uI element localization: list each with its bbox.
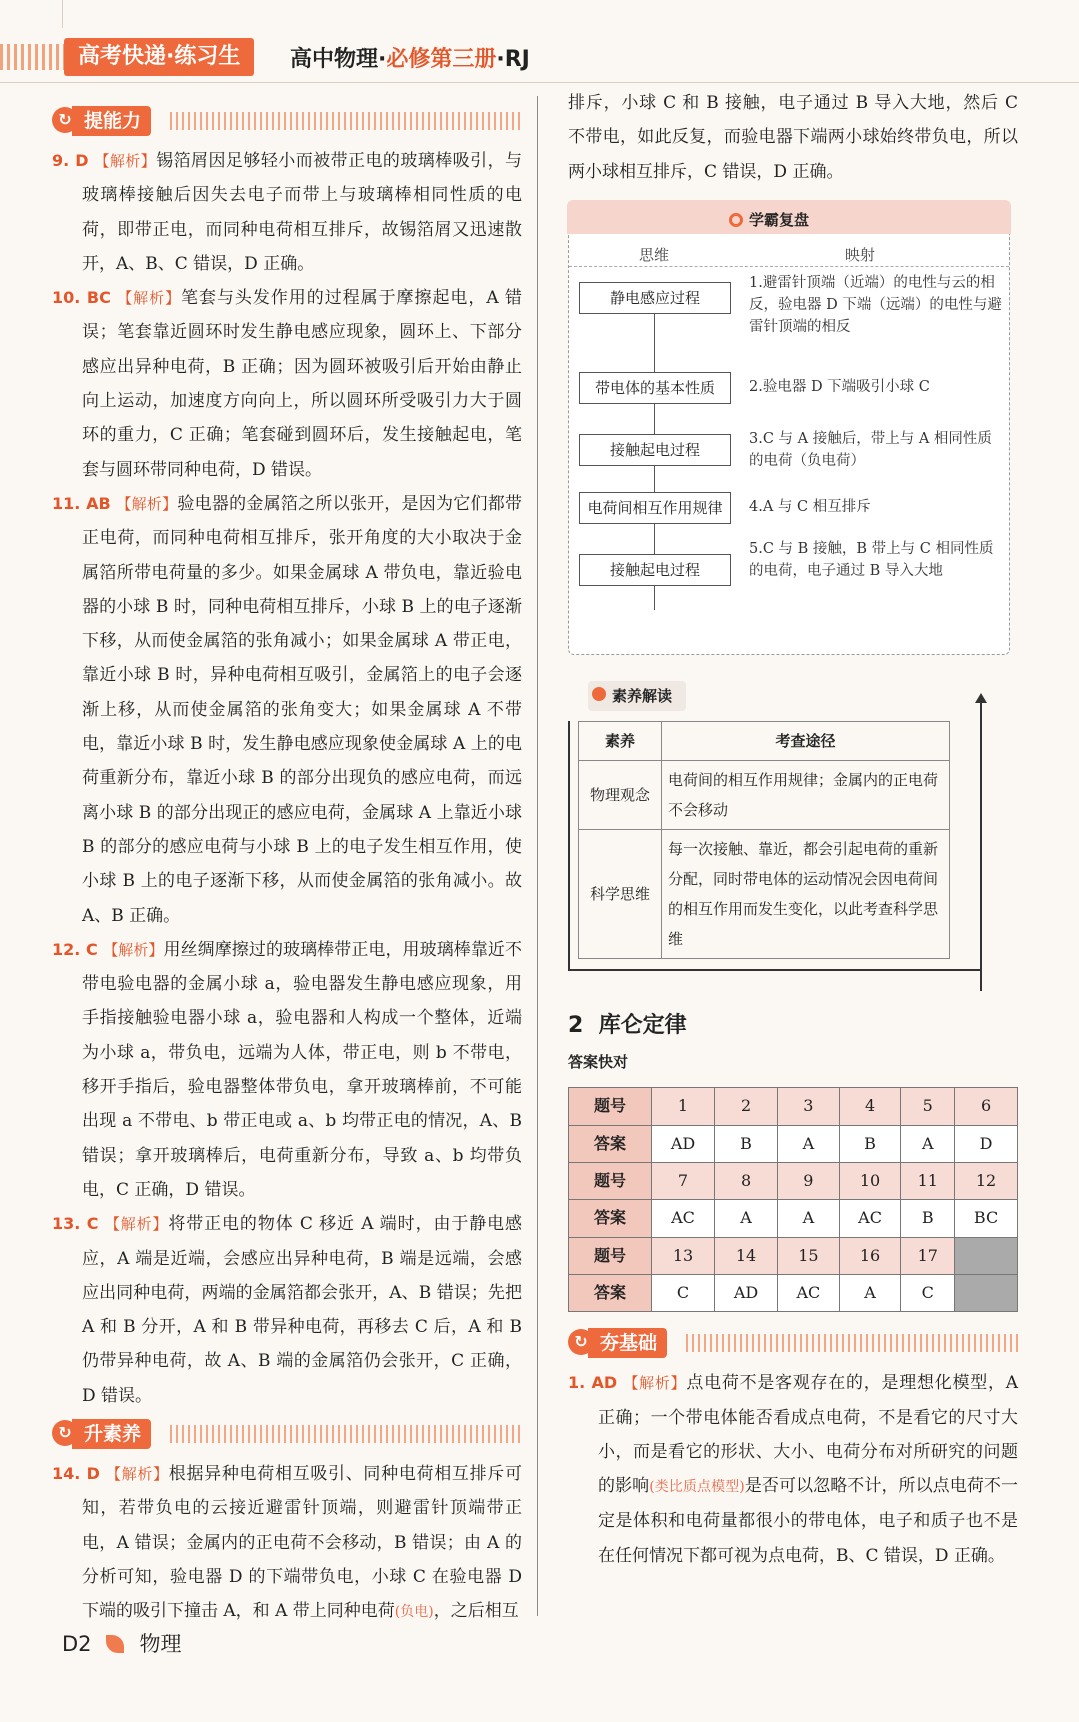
section-hangjichu (568, 1326, 1018, 1360)
q-number: 1. AD (568, 1373, 618, 1393)
answer-12 (52, 933, 522, 1207)
answer-table (568, 1087, 1018, 1312)
mind-map (568, 210, 1010, 655)
answer-1 (568, 1366, 1018, 1573)
q-text: 根据异种电荷相互吸引、同种电荷相互排斥可知，若带负电的云接近避雷针顶端，则避雷针顶端带正电，A 错误；金属内的正电荷不会移动，B 错误；由 A 的分析可知，验电器 D 的下端带负电，小球 C 在验电器 D 下端的吸引下撞击 A，和 A 带上同种电荷 (82, 1463, 522, 1622)
answer-key-label: 答案快对 (568, 1053, 629, 1072)
cell: 15 (778, 1237, 840, 1274)
q-number: 9. D (52, 151, 89, 170)
table-row (569, 1125, 1018, 1162)
map-text: 1.避雷针顶端（近端）的电性与云的相反，验电器 D 下端（远端）的电性与避雷针顶端的相反 (749, 274, 1002, 335)
q-number: 11. AB (52, 493, 111, 513)
table-row (569, 1274, 1018, 1311)
table-row (569, 1088, 1018, 1125)
cell: 10 (839, 1163, 901, 1200)
jiexi-tag: 【解析】 (623, 1374, 687, 1393)
suyang-title-text: 素养解读 (612, 686, 673, 705)
section-label: 提能力 (72, 106, 151, 136)
cell: 2 (715, 1088, 778, 1125)
cell: B (839, 1125, 901, 1162)
cell: AC (839, 1200, 901, 1237)
table-row (569, 1200, 1018, 1237)
map-text: 3.C 与 A 接触后，带上与 A 相同性质的电荷（负电荷） (749, 430, 992, 469)
cell: C (652, 1274, 715, 1311)
column-divider (537, 96, 538, 1616)
q-text: 将带正电的物体 C 移近 A 端时，由于静电感应，A 端是近端，会感应出异种电荷，B 端是远端，会感应出同种电荷，两端的金属箔都会张开，A、B 错误；先把 A 和 B 分开，A 和 B 带异种电荷，再移去 C 后，A 和 B 仍带异种电荷，故 A、B 端的金属箔仍会张开，C 正确，D 错误。 (82, 1214, 522, 1406)
flow-box: 接触起电过程 (579, 434, 731, 466)
cell: 6 (955, 1088, 1018, 1125)
section-tinengli (52, 104, 522, 138)
map-text: 2.验电器 D 下端吸引小球 C (749, 378, 930, 395)
suyang-title (588, 681, 686, 711)
cell: AC (778, 1274, 840, 1311)
table-row (579, 829, 950, 958)
table-row (569, 1237, 1018, 1274)
q-text: 用丝绸摩擦过的玻璃棒带正电，用玻璃棒靠近不带电验电器的金属小球 a，验电器发生静电感应现象，用手指接触验电器小球 a，验电器和人构成一个整体，近端为小球 a，带负电，远端为人体，带正电，则 b 不带电，移开手指后，验电器整体带负电，拿开玻璃棒前，不可能出现 a 不带电、b 带正电或 a、b 均带正电的情况，A、B 错误；拿开玻璃棒后，电荷重新分布，导致 a、b 均带负电，C 正确，D 错误。 (82, 939, 522, 1200)
row-label: 题号 (569, 1237, 652, 1274)
cell: 3 (778, 1088, 840, 1125)
map-text: 4.A 与 C 相互排斥 (749, 498, 871, 515)
cell: D (955, 1125, 1018, 1162)
section-2-heading (568, 1009, 1018, 1043)
cell: 科学思维 (579, 829, 662, 958)
cell: AC (652, 1200, 715, 1237)
section-title: 库仑定律 (598, 1012, 687, 1038)
table-row (579, 721, 950, 760)
q-number: 13. C (52, 1214, 99, 1234)
mind-map-separator (569, 266, 1009, 267)
empty-cell (955, 1237, 1018, 1274)
jiexi-tag: 【解析】 (104, 1215, 169, 1234)
cell: 8 (715, 1163, 778, 1200)
section-label: 夯基础 (588, 1328, 667, 1358)
header-line (0, 82, 1079, 83)
answer-13 (52, 1207, 522, 1413)
section-shengsuyang (52, 1417, 522, 1451)
cell: 每一次接触、靠近，都会引起电荷的重新分配，同时带电体的运动情况会因电荷间的相互作用而发生变化，以此考查科学思维 (662, 829, 950, 958)
header-cell: 考查途径 (662, 721, 950, 760)
bracket-line (568, 721, 570, 971)
jiexi-tag: 【解析】 (116, 494, 178, 513)
empty-cell (955, 1274, 1018, 1311)
flow-box: 电荷间相互作用规律 (579, 492, 731, 524)
cell: 14 (715, 1237, 778, 1274)
q-text: 笔套与头发作用的过程属于摩擦起电，A 错误；笔套靠近圆环时发生静电感应现象，圆环上、下部分感应出异种电荷，B 正确；因为圆环被吸引后开始由静止向上运动，加速度方向向上，所以圆环所受吸引力大于圆环的重力，C 正确；笔套碰到圆环后，发生接触起电，笔套与圆环带同种电荷，D 错误。 (82, 288, 522, 480)
cell: 11 (901, 1163, 955, 1200)
up-arrow-icon (980, 701, 982, 991)
flow-box: 接触起电过程 (579, 554, 731, 586)
top-line (62, 0, 63, 28)
q-text: 是否可以忽略不计，所以点电荷不一定是体积和电荷量都很小的带电体，电子和质子也不是在任何情况下都可视为点电荷，B、C 错误，D 正确。 (598, 1476, 1019, 1566)
footer-subject: 物理 (139, 1632, 182, 1656)
header-tag: 高考快递·练习生 (64, 38, 254, 76)
banner-stripes (170, 112, 522, 130)
answer-14-continued: 排斥，小球 C 和 B 接触，电子通过 B 导入大地，然后 C 不带电，如此反复，而验电器下端两小球始终带负电，所以两小球相互排斥，C 错误，D 正确。 (568, 93, 1018, 182)
title-pre: 高中物理· (290, 47, 387, 72)
q-text: 验电器的金属箔之所以张开，是因为它们都带正电荷，而同种电荷相互排斥，张开角度的大小取决于金属箔所带电荷量的多少。如果金属球 A 带负电，靠近验电器的小球 B 时，同种电荷相互排斥，小球 B 上的电子逐渐下移，从而使金属箔的张角减小；如果金属球 A 带正电，靠近小球 B 时，异种电荷相互吸引，金属箔上的电子会逐渐上移，从而使金属箔的张角变大；如果金属球 A 不带电，靠近小球 B 时，发生静电感应现象使金属球 A 上的电荷重新分布，靠近小球 B 的部分出现负的感应电荷，而远离小球 B 的部分出现正的感应电荷，金属球 A 上靠近小球 B 的部分的感应电荷与小球 B 上的电子发生相互作用，使小球 B 上的电子逐渐下移，从而使金属箔的张角减小。故 A、B 正确。 (82, 493, 523, 926)
jiexi-tag: 【解析】 (103, 940, 164, 959)
cell: B (715, 1125, 778, 1162)
cell: BC (955, 1200, 1018, 1237)
answer-9 (52, 144, 522, 281)
q-text: 锡箔屑因足够轻小而被带正电的玻璃棒吸引，与玻璃棒接触后因失去电子而带上与玻璃棒相同性质的电荷，即带正电，而同种电荷相互排斥，故锡箔屑又迅速散开，A、B、C 错误，D 正确。 (82, 151, 523, 274)
cell: A (715, 1200, 778, 1237)
row-label: 答案 (569, 1274, 652, 1311)
row-label: 题号 (569, 1163, 652, 1200)
row-label: 答案 (569, 1200, 652, 1237)
mind-map-col1: 思维 (639, 245, 670, 264)
jiexi-tag: 【解析】 (106, 1464, 169, 1483)
footer (62, 1628, 182, 1658)
cell: 4 (839, 1088, 901, 1125)
arrow-icon: ↻ (52, 107, 78, 133)
q-number: 14. D (52, 1463, 100, 1483)
q-note: (类比质点模型) (649, 1479, 745, 1496)
cell: 9 (778, 1163, 840, 1200)
title-post: ·RJ (496, 47, 530, 72)
section-number: 2 (568, 1012, 584, 1038)
cell: AD (715, 1274, 778, 1311)
mind-map-title-text: 学霸复盘 (749, 210, 810, 229)
header-stripes (0, 44, 68, 70)
table-row (569, 1163, 1018, 1200)
arrow-icon: ↻ (568, 1329, 594, 1355)
page-number: D2 (62, 1632, 92, 1656)
suyang-section (568, 681, 1018, 1001)
header (0, 28, 1079, 82)
cell: 16 (839, 1237, 901, 1274)
q-number: 10. BC (52, 288, 111, 308)
header-title (290, 42, 530, 73)
right-column (568, 86, 1018, 1573)
answer-10 (52, 281, 522, 487)
cell: C (901, 1274, 955, 1311)
flow-box: 带电体的基本性质 (579, 372, 731, 404)
jiexi-tag: 【解析】 (94, 152, 157, 170)
cell: AD (652, 1125, 715, 1162)
circle-icon (729, 213, 743, 227)
cell: A (901, 1125, 955, 1162)
cell: 5 (901, 1088, 955, 1125)
mind-map-title (729, 203, 809, 237)
bulb-icon (592, 687, 606, 701)
cell: 17 (901, 1237, 955, 1274)
cell: A (778, 1125, 840, 1162)
cell: 12 (955, 1163, 1018, 1200)
banner-stripes (170, 1425, 522, 1443)
cell: A (778, 1200, 840, 1237)
cell: 物理观念 (579, 760, 662, 829)
bracket-line (568, 969, 982, 971)
q-text: ，之后相互 (433, 1601, 519, 1622)
cell: 13 (652, 1237, 715, 1274)
mind-map-col2: 映射 (845, 245, 876, 264)
answer-14 (52, 1457, 522, 1629)
title-accent: 必修第三册 (386, 47, 497, 72)
leaf-icon (106, 1635, 124, 1653)
table-row (579, 760, 950, 829)
answer-11 (52, 487, 522, 933)
arrow-icon: ↻ (52, 1420, 78, 1446)
suyang-table (578, 721, 950, 959)
cell: 电荷间的相互作用规律；金属内的正电荷不会移动 (662, 760, 950, 829)
map-text: 5.C 与 B 接触，B 带上与 C 相同性质的电荷，电子通过 B 导入大地 (749, 540, 994, 579)
cell: 1 (652, 1088, 715, 1125)
section-label: 升素养 (72, 1419, 151, 1449)
q-note: (负电) (394, 1604, 434, 1621)
cell: A (839, 1274, 901, 1311)
cell: 7 (652, 1163, 715, 1200)
flow-box: 静电感应过程 (579, 282, 731, 314)
q-number: 12. C (52, 939, 98, 959)
cell: B (901, 1200, 955, 1237)
row-label: 题号 (569, 1088, 652, 1125)
header-cell: 素养 (579, 721, 662, 760)
row-label: 答案 (569, 1125, 652, 1162)
jiexi-tag: 【解析】 (117, 289, 182, 308)
q-text: 点电荷不是客观存在的，是理想化模型，A 正确；一个带电体能否看成点电荷，不是看它的尺寸大小，而是看它的形状、大小、电荷分布对所研究的问题的影响 (598, 1373, 1019, 1497)
left-column (52, 100, 522, 1629)
banner-stripes (686, 1334, 1018, 1352)
